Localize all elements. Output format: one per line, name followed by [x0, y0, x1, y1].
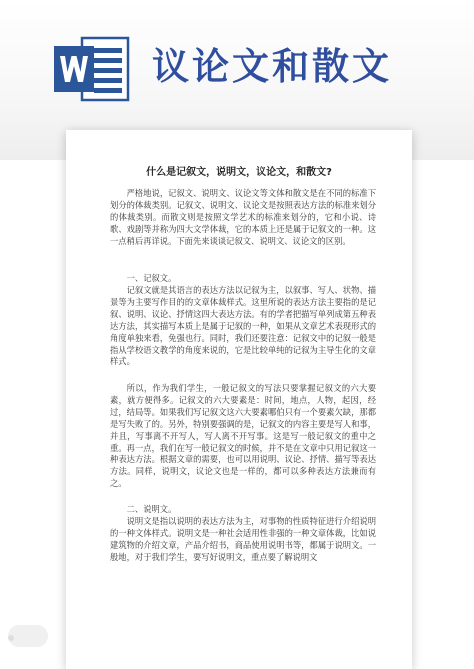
paragraph-intro: 严格地说，记叙文、说明文、议论文等文体和散文是在不同的标准下划分的体裁类别。记叙文、说明文、议论文是按照表达方法的标准来划分的体裁类别。而散文则是按照文学艺术的标准来划分的，它和小说、诗歌、戏剧等并称为四大文学体裁，它的本质上还是属于记叙文的一种。这一点稍后再详说。下面先来谈谈记叙文、说明文、议论文的区别。 [110, 188, 376, 246]
section-heading-narrative: 一、记叙文。 [126, 273, 177, 283]
fade-overlay [66, 570, 412, 669]
watermark-badge [8, 625, 48, 647]
paragraph-narrative-elements: 所以，作为我们学生，一般记叙文的写法只要掌握记叙文的六大要素，就方便得多。记叙文的六大要素是：时间，地点，人物，起因，经过，结局等。如果我们写记叙文这六大要素哪伯只有一个要素欠缺，那都是写失败了的。另外，特别要强调的是，记叙文的内容主要是写人和事，并且，写事离不开写人，写人离不开写事。这是写一般记叙文的重中之重。再一点，我们在写一般记叙文的时候，并不是在文章中只用记叙这一种表达方法。根据文章的需要，也可以用说明、议论、抒情、描写等表达方法。同样，说明文，议论文也是一样的，都可以多种表达方法兼而有之。 [110, 383, 376, 489]
paragraph-narrative-definition: 记叙文就是其语言的表达方法以记叙为主，以叙事、写人、状物、描景等为主要写作目的的文章体裁样式。这里所说的表达方法主要指的是记叙、说明、议论、抒情这四大表达方法。有的学者把描写单列成第五种表达方法，其实描写本质上是属于记叙的一种，如果从文章艺术表现形式的角度单独来看，免强也行。同时，我们还要注意：记叙文中的记叙一般是指从学校语文教学的角度来说的，它是比较单纯的记叙为主导生化的文章样式。 [110, 285, 376, 367]
banner-title: 议论文和散文 [152, 45, 392, 88]
word-document-icon [54, 34, 130, 104]
watermark-dot [8, 635, 14, 641]
document-title: 什么是记叙文，说明文，议论文，和散文? [146, 167, 332, 178]
document-page [66, 130, 412, 669]
paragraph-expository: 说明文是指以说明的表达方法为主，对事物的性质特征进行介绍说明的一种文体样式。说明文是一种社会适用性非强的一种文章体裁，比如说建筑物的介绍文章，产品介绍书，商品使用说明书等，都属于说明文。一般地，对于我们学生，要写好说明文，重点要了解说明文 [110, 516, 376, 562]
section-heading-expository: 二、说明文。 [126, 504, 177, 514]
